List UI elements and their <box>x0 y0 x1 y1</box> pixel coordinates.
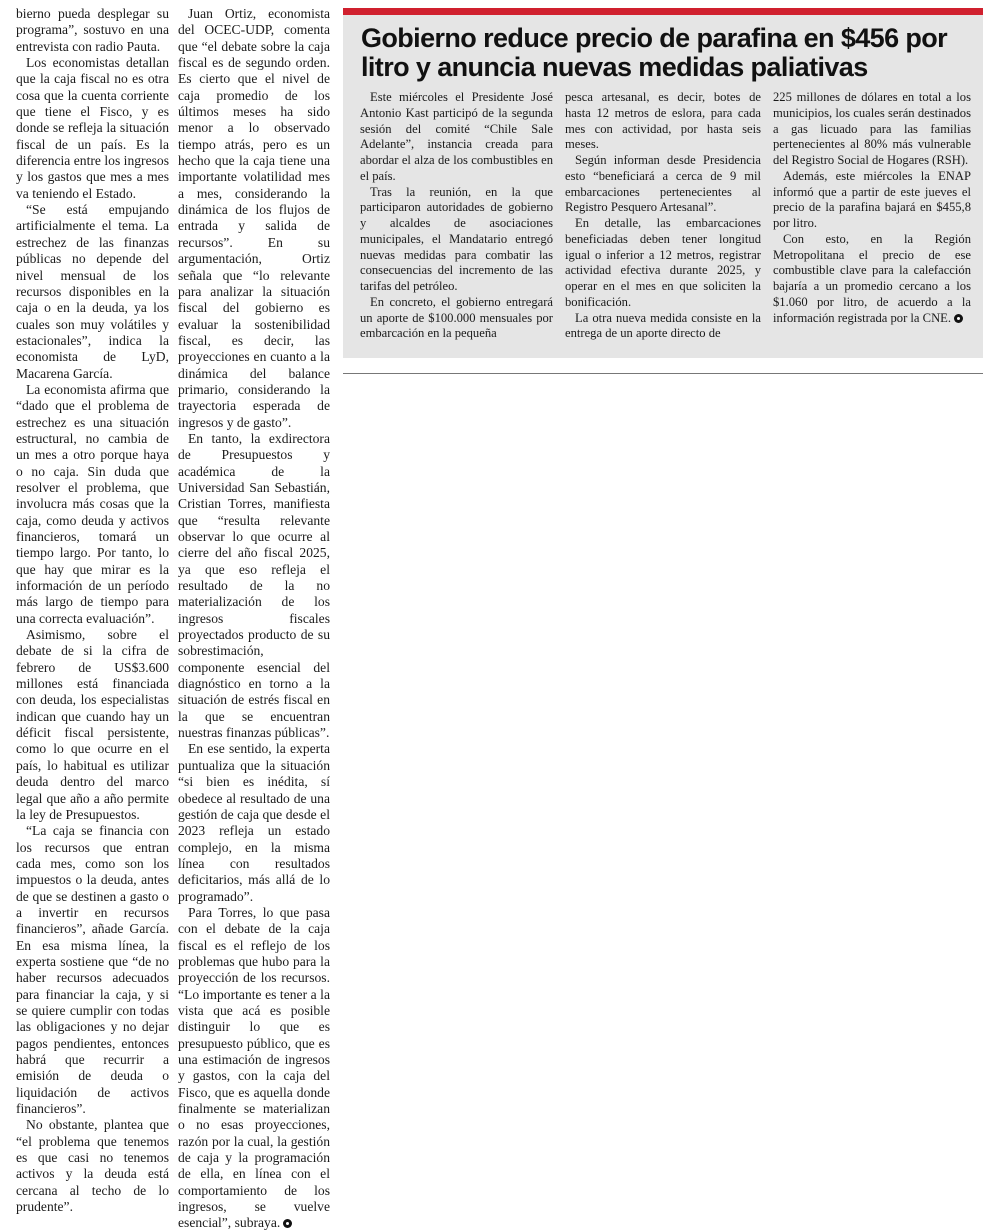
paragraph: La economista afirma que “dado que el problema de estrechez es una situación estructural, no cambia de un mes a otro porque haya o no caja. Sin duda que resolver el problema, que involucra más cosas que la caja, como deuda y activos financieros, tomará un tiempo largo. Por tanto, lo que hay que mirar es la información de un período más largo de tiempo para una correcta evaluación”. <box>16 381 169 626</box>
divider-line <box>343 373 983 374</box>
paragraph: Además, este miércoles la ENAP informó que a partir de este jueves el precio de la parafina bajará en $455,8 por litro. <box>773 168 971 230</box>
paragraph: Los economistas detallan que la caja fiscal no es otra cosa que la cuenta corriente que tiene el Fisco, y es donde se refleja la situación fiscal de un país. Es la diferencia entre los ingresos y los gastos que mes a mes va teniendo el Estado. <box>16 55 169 201</box>
paragraph: Tras la reunión, en la que participaron autoridades de gobierno y alcaldes de asociaciones municipales, el Mandatario entregó nuevas medidas para combatir las consecuencias del incremento de las tarifas del petróleo. <box>360 184 553 293</box>
paragraph-with-end-mark <box>773 232 971 327</box>
paragraph: pesca artesanal, es decir, botes de hasta 12 metros de eslora, para cada mes con actividad, por hasta seis meses. <box>565 90 761 152</box>
paragraph: Asimismo, sobre el debate de si la cifra de febrero de US$3.600 millones está financiada con deuda, los especialistas indican que cuando hay un déficit fiscal persistente, como lo que ocurre en el país, lo habitual es utilizar deuda dentro del marco legal que año a año permite la ley de Presupuestos. <box>16 627 169 822</box>
sidebar-column-2 <box>565 90 761 342</box>
paragraph: bierno pueda desplegar su programa”, sostuvo en una entrevista con radio Pauta. <box>16 6 169 54</box>
article-column-1 <box>16 6 169 1215</box>
paragraph-with-end-mark <box>178 905 330 1232</box>
paragraph: Este miércoles el Presidente José Antonio Kast participó de la segunda sesión del comité “Chile Sale Adelante”, instancia creada para abordar el alza de los combustibles en el país. <box>360 90 553 183</box>
paragraph: “La caja se financia con los recursos que entran cada mes, como son los impuestos o la deuda, antes de que se destinen a gasto o a invertir en recursos financieros”, añade García. En esa misma línea, la experta sostiene que “de no haber recursos adecuados para financiar la caja, y si se quiere cumplir con todas las obligaciones y no dejar pagos pendientes, entonces habrá que recurrir a emisión de deuda o liquidación de activos financieros”. <box>16 823 169 1117</box>
sidebar-headline: Gobierno reduce precio de parafina en $456 por litro y anuncia nuevas medidas paliativas <box>361 23 948 82</box>
paragraph: En detalle, las embarcaciones beneficiadas deben tener longitud igual o inferior a 12 metros, registrar actividad efectiva durante 2025, y operar en el mes en que soliciten la bonificación. <box>565 216 761 309</box>
sidebar-column-1 <box>360 90 553 342</box>
paragraph: En tanto, la exdirectora de Presupuestos y académica de la Universidad San Sebastián, Cristian Torres, manifiesta que “resulta relevante observar lo que ocurre al cierre del año fiscal 2025, ya que eso refleja el resultado de la no materialización de los ingresos fiscales proyectados producto de su sobrestimación, componente esencial del diagnóstico en torno a la situación de estrés fiscal en la que se encuentran nuestras finanzas públicas”. <box>178 430 330 741</box>
paragraph: En ese sentido, la experta puntualiza que la situación “si bien es inédita, sí obedece al resultado de una gestión de caja que desde el 2023 refleja un estado complejo, en la misma línea con resultados deficitarios, más allá de lo programado”. <box>178 741 330 904</box>
paragraph: La otra nueva medida consiste en la entrega de un aporte directo de <box>565 310 761 341</box>
article-column-2 <box>178 6 330 1232</box>
sidebar-column-3 <box>773 90 971 326</box>
article-end-icon <box>283 1219 292 1228</box>
paragraph: En concreto, el gobierno entregará un aporte de $100.000 mensuales por embarcación en la pequeña <box>360 294 553 341</box>
paragraph: 225 millones de dólares en total a los municipios, los cuales serán destinados a gas licuado para las familias pertenecientes al 80% más vulnerable del Registro Social de Hogares (RSH). <box>773 90 971 167</box>
paragraph: No obstante, plantea que “el problema que tenemos es que casi no tenemos activos y la deuda está cercana al techo de lo prudente”. <box>16 1117 169 1215</box>
article-end-icon <box>954 314 963 323</box>
paragraph: Juan Ortiz, economista del OCEC-UDP, comenta que “el debate sobre la caja fiscal es de segundo orden. Es cierto que el nivel de caja promedio de los últimos meses ha sido menor a lo observado tiempo atrás, pero es un hecho que la caja tiene una importante volatilidad mes a mes, considerando la dinámica de los flujos de entrada y salida de recursos”. En su argumentación, Ortiz señala que “lo relevante para analizar la situación fiscal del gobierno es evaluar la sostenibilidad fiscal, es decir, las proyecciones en cuanto a la dinámica del balance primario, considerando la trayectoria esperada de ingresos y de gasto”. <box>178 6 330 430</box>
paragraph-text: Para Torres, lo que pasa con el debate de la caja fiscal es el reflejo de los problemas que hubo para la proyección de los recursos. “Lo importante es tener a la vista que acá es posible distinguir lo que es presupuesto público, que es una estimación de ingresos y gastos, con la caja del Fisco, que es aquella donde finalmente se materializan o no esas proyecciones, razón por la cual, la gestión de caja y la programación de ella, en línea con el comportamiento de los ingresos, se vuelve esencial”, subraya. <box>178 904 330 1231</box>
paragraph: “Se está empujando artificialmente el tema. La estrechez de las finanzas públicas no depende del nivel mensual de los recursos disponibles en la caja o en la deuda, ya los cuales son muy volátiles y estacionales”, indica la economista de LyD, Macarena García. <box>16 202 169 381</box>
sidebar-box <box>343 8 983 358</box>
paragraph: Según informan desde Presidencia esto “beneficiará a cerca de 9 mil embarcaciones pertenecientes al Registro Pesquero Artesanal”. <box>565 153 761 215</box>
sidebar-accent-bar <box>343 8 983 15</box>
paragraph-text: Con esto, en la Región Metropolitana el precio de ese combustible clave para la calefacción bajaría a un promedio cercano a los $1.060 por litro, de acuerdo a la información registrada por la CNE. <box>773 231 971 325</box>
